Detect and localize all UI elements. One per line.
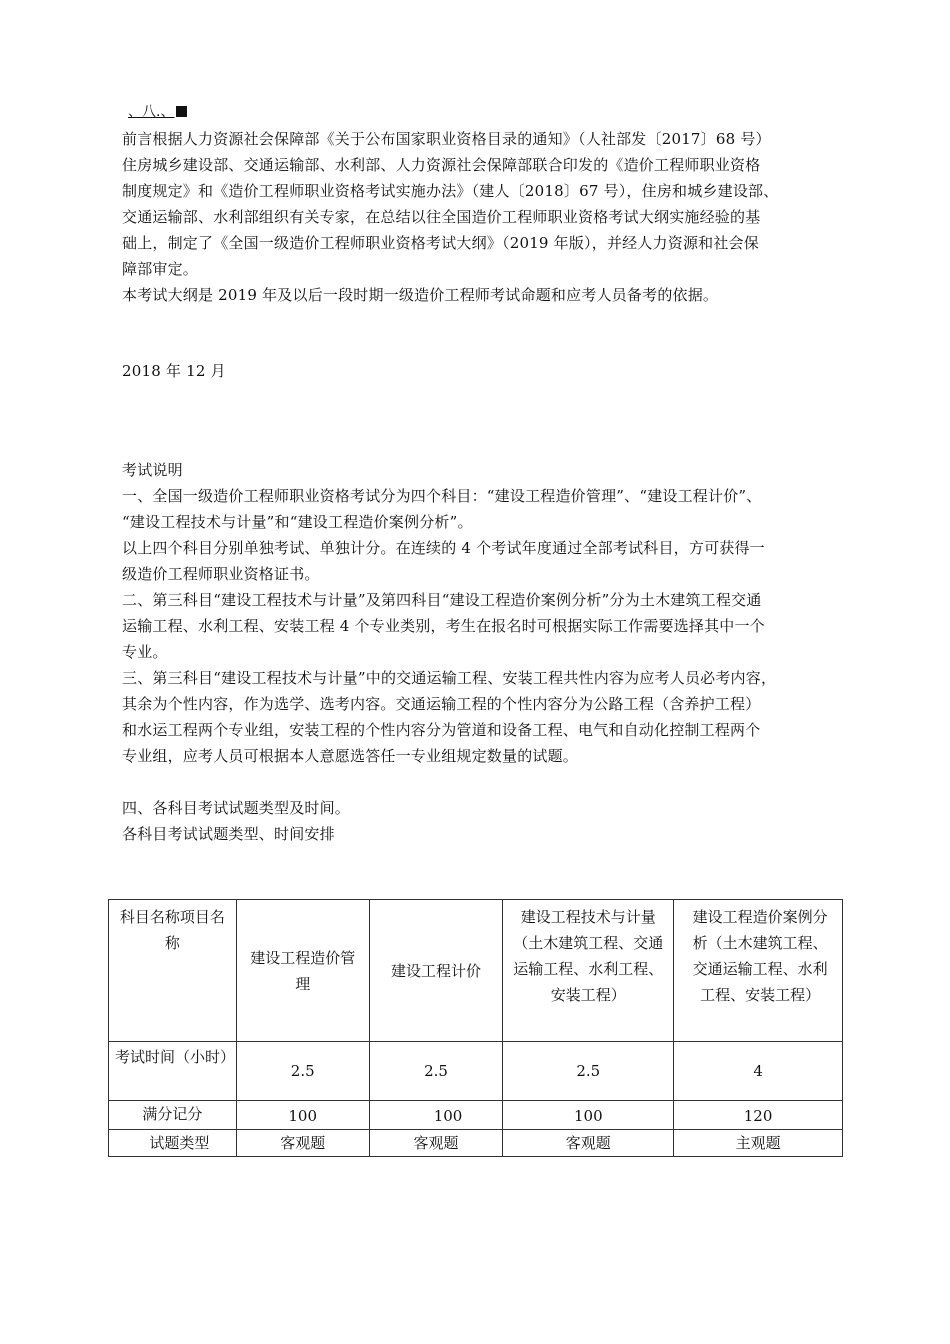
exam-note-line: 级造价工程师职业资格证书。 (122, 565, 320, 583)
preface-line: 障部审定。 (122, 260, 199, 278)
preface-line: 住房城乡建设部、交通运输部、水利部、人力资源社会保障部联合印发的《造价工程师职业资格 (122, 156, 761, 174)
table-header-cell: 建设工程计价 (369, 900, 503, 1042)
exam-note-line: 三、第三科目“建设工程技术与计量”中的交通运输工程、安装工程共性内容为应考人员必考内容， (122, 669, 777, 687)
table-row (109, 1101, 843, 1130)
table-cell: 100 (369, 1101, 503, 1130)
exam-notes-title: 考试说明 (122, 461, 183, 479)
table-header-cell: 建设工程造价管理 (236, 900, 369, 1042)
table-caption: 各科目考试试题类型、时间安排 (122, 825, 335, 843)
table-header-row (109, 900, 843, 1042)
header-mark (128, 102, 187, 122)
preface-line: 本考试大纲是 2019 年及以后一段时期一级造价工程师考试命题和应考人员备考的依据。 (122, 286, 719, 304)
preface-line: 前言根据人力资源社会保障部《关于公布国家职业资格目录的通知》（人社部发〔2017〕68 号） (122, 130, 771, 148)
table-cell: 客观题 (503, 1130, 674, 1157)
preface-line: 制度规定》和《造价工程师职业资格考试实施办法》（建人〔2018〕67 号），住房和城乡建设部、 (122, 182, 779, 200)
table-header-cell: 建设工程技术与计量（土木建筑工程、交通运输工程、水利工程、安装工程） (503, 900, 674, 1042)
table-cell: 客观题 (236, 1130, 369, 1157)
table-row (109, 1042, 843, 1101)
preface-line: 交通运输部、水利部组织有关专家，在总结以往全国造价工程师职业资格考试大纲实施经验的基 (122, 208, 761, 226)
preface-line: 础上，制定了《全国一级造价工程师职业资格考试大纲》（2019 年版），并经人力资源和社会保 (122, 234, 759, 252)
exam-note-line: 和水运工程两个专业组，安装工程的个性内容分为管道和设备工程、电气和自动化控制工程两个 (122, 721, 761, 739)
exam-note-line: “建设工程技术与计量”和“建设工程造价案例分析”。 (122, 513, 473, 531)
exam-note-line: 一、全国一级造价工程师职业资格考试分为四个科目：“建设工程造价管理”、“建设工程计价”、 (122, 487, 762, 505)
exam-note-line: 专业组，应考人员可根据本人意愿选答任一专业组规定数量的试题。 (122, 747, 579, 765)
table-cell: 120 (674, 1101, 843, 1130)
exam-note-line: 以上四个科目分别单独考试、单独计分。在连续的 4 个考试年度通过全部考试科目，方可获得一 (122, 539, 765, 557)
exam-note-line: 其余为个性内容，作为选学、选考内容。交通运输工程的个性内容分为公路工程（含养护工程） (122, 695, 761, 713)
table-header-cell: 建设工程造价案例分析（土木建筑工程、交通运输工程、水利工程、安装工程） (674, 900, 843, 1042)
exam-schedule-table (108, 899, 843, 1157)
table-header-cell: 科目名称项目名称 (109, 900, 237, 1042)
table-cell: 2.5 (369, 1042, 503, 1101)
black-square-icon (176, 106, 187, 117)
exam-note-line: 二、第三科目“建设工程技术与计量”及第四科目“建设工程造价案例分析”分为土木建筑工程交通 (122, 591, 762, 609)
table-cell: 主观题 (674, 1130, 843, 1157)
table-cell: 4 (674, 1042, 843, 1101)
table-row-label: 满分记分 (109, 1101, 237, 1130)
table-row (109, 1130, 843, 1157)
exam-note-line: 运输工程、水利工程、安装工程 4 个专业类别，考生在报名时可根据实际工作需要选择其中一个 (122, 617, 765, 635)
header-mark-text: 、八.、 (128, 104, 175, 120)
table-cell: 客观题 (369, 1130, 503, 1157)
table-cell: 100 (503, 1101, 674, 1130)
exam-note-line: 专业。 (122, 643, 168, 661)
preface-date: 2018 年 12 月 (122, 362, 226, 380)
table-row-label: 考试时间（小时） (109, 1042, 237, 1101)
table-cell: 2.5 (503, 1042, 674, 1101)
table-cell: 100 (236, 1101, 369, 1130)
section4-title: 四、各科目考试试题类型及时间。 (122, 799, 351, 817)
table-row-label: 试题类型 (109, 1130, 237, 1157)
table-cell: 2.5 (236, 1042, 369, 1101)
